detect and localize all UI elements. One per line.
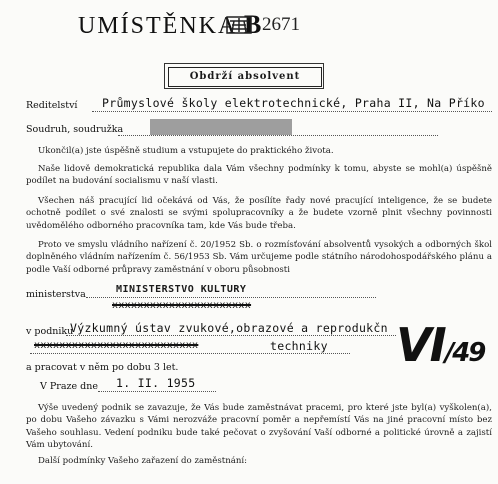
date-value: 1. II. 1955 bbox=[116, 376, 196, 390]
comrade-underline bbox=[118, 135, 438, 136]
enterprise-label: v podniku bbox=[26, 326, 74, 337]
enterprise-line-1: Výzkumný ústav zvukové,obrazové a reprodukčn bbox=[70, 321, 388, 335]
title-text: UMÍSTĚNKA bbox=[78, 13, 237, 39]
paragraph-5: Výše uvedený podnik se zavazuje, že Vás bude zaměstnávat pracemi, pro které jste byl(a) vyškolen(a), po dobu Vašeho závazku s Vámi nerozváže pracovní poměr a nepřemístí Vás na jiné pracovní místo bez Vašeho souhlasu. Vedení podniku bude také pečovat o zvyšování Vaší odborné a politické úrovně a zajistí Vám ubytování. bbox=[26, 403, 492, 450]
paragraph-6: Další podmínky Vašeho zařazení do zaměstnání: bbox=[38, 456, 248, 466]
date-prefix: V Praze dne bbox=[40, 381, 98, 392]
title-variant: B bbox=[244, 10, 262, 39]
comrade-label: Soudruh, soudružka bbox=[26, 124, 124, 135]
ministry-label: ministerstva bbox=[26, 289, 86, 300]
ministry-typed: MINISTERSTVO KULTURY bbox=[116, 284, 247, 295]
enterprise-line-2-struck: xxxxxxxxxxxxxxxxxxxxxxxxxx bbox=[34, 340, 199, 351]
paragraph-1: Ukončil(a) jste úspěšně studium a vstupujete do praktického života. bbox=[38, 146, 334, 156]
director-value: Průmyslové školy elektrotechnické, Praha II, Na Příko bbox=[102, 96, 485, 110]
enterprise-line-2-tail: techniky bbox=[270, 339, 328, 353]
enterprise-underline-1 bbox=[66, 335, 396, 336]
paragraph-2: Naše lidově demokratická republika dala Vám všechny podmínky k tomu, abyste se mohl(a) úspěšně podílet na budování socialismu v naší vlasti. bbox=[26, 164, 492, 187]
paragraph-4: Proto ve smyslu vládního nařízení č. 20/1952 Sb. o rozmísťování absolventů vysokých a odborných škol doplněného vládním nařízením č. 56/1953 Sb. Vám určujeme podle státního národohospodářského plánu a podle Vaší odborné průpravy zaměstnání v oboru působnosti bbox=[26, 240, 492, 275]
emblem-icon bbox=[226, 16, 252, 34]
director-underline bbox=[92, 111, 492, 112]
ministry-struck: xxxxxxxxxxxxxxxxxxxxxx bbox=[112, 300, 252, 311]
recipient-box-label: Obdrží absolvent bbox=[168, 67, 322, 87]
director-label: Reditelství bbox=[26, 100, 78, 111]
date-underline bbox=[98, 391, 216, 392]
ministry-underline bbox=[86, 297, 376, 298]
stamp-main: VI bbox=[396, 318, 445, 372]
handwritten-stamp-mark: VI/49 bbox=[396, 318, 485, 372]
document-number: 2671 bbox=[262, 14, 300, 35]
duration-text: a pracovat v něm po dobu 3 let. bbox=[26, 362, 179, 373]
paragraph-3: Všechen náš pracující lid očekává od Vás, že posílíte řady nové pracující inteligence, že se budete ochotně podílet o své znalosti se svými spolupracovníky a že budete vzorně plnit všechny povinnosti uvědomělého odborného pracovníka tam, kde Vás bude třeba. bbox=[26, 196, 492, 231]
redacted-name bbox=[150, 119, 292, 135]
enterprise-underline-2 bbox=[30, 353, 350, 354]
stamp-sub: 49 bbox=[452, 338, 485, 368]
